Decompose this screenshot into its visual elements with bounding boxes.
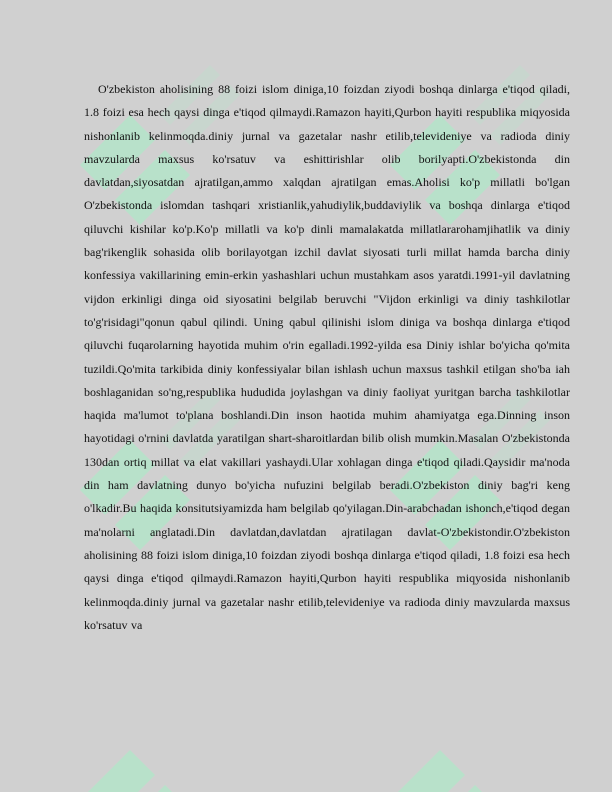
watermark-logo-icon — [70, 690, 260, 792]
watermark-logo-icon — [380, 690, 570, 792]
body-paragraph: O'zbekiston aholisining 88 foizi islom diniga,10 foizdan ziyodi boshqa dinlarga e'tiqod qiladi, 1.8 foizi esa hech qaysi dinga e'tiqod qilmaydi.Ramazon hayiti,Qurbon hayiti respublika miqyosida nishonlanib kelinmoqda.diniy jurnal va gazetalar nashr etilib,televideniye va radioda diniy mavzularda maxsus ko'rsatuv va eshittirishlar olib borilyapti.O'zbekistonda din davlatdan,siyosatdan ajratilgan,ammo xalqdan ajratilgan emas.Aholisi ko'p millatli bo'lgan O'zbekistonda islomdan tashqari xristianlik,yahudiylik,buddaviylik va boshqa dinlarga e'tiqod qiluvchi kishilar ko'p.Ko'p millatli va ko'p dinli mamalakatda millatlararohamjihatlik va diniy bag'rikenglik sohasida olib borilayotgan izchil davlat siyosati turli millat hamda barcha diniy konfessiya vakillarining emin-erkin yashashlari uchun mustahkam asos yaratdi.1991-yil davlatning vijdon erkinligi dinga oid siyosatini belgilab beruvchi "Vijdon erkinligi va diniy tashkilotlar to'g'risidagi"qonun qabul qilindi. Uning qabul qilinishi islom diniga va boshqa dinlarga e'tiqod qiluvchi fuqarolarning hayotida muhim o'rin egalladi.1992-yilda esa Diniy ishlar bo'yicha qo'mita tuzildi.Qo'mita tarkibida diniy konfessiyalar bilan ishlash uchun maxsus tashkil etilgan sho'ba iah boshlaganidan so'ng,respublika hududida joylashgan va diniy faoliyat yuritgan barcha tashkilotlar haqida ma'lumot to'plana boshlandi.Din inson haotida muhim ahamiyatga ega.Dinning inson hayotidagi o'rnini davlatda yaratilgan shart-sharoitlardan bilib olish mumkin.Masalan O'zbekistonda 130dan ortiq millat va elat vakillari yashaydi.Ular xohlagan dinga e'tiqod qiladi.Qaysidir ma'noda din ham davlatning dunyo bo'yicha nufuzini belgilab beradi.O'zbekiston diniy bag'ri keng o'lkadir.Bu haqida konsitutsiyamizda ham belgilab qo'yilagan.Din-arabchadan ishonch,e'tiqod degan ma'nolarni anglatadi.Din davlatdan,davlatdan ajratilagan davlat-O'zbekistondir.O'zbekiston aholisining 88 foizi islom diniga,10 foizdan ziyodi boshqa dinlarga e'tiqod qiladi, 1.8 foizi esa hech qaysi dinga e'tiqod qilmaydi.Ramazon hayiti,Qurbon hayiti respublika miqyosida nishonlanib kelinmoqda.diniy jurnal va gazetalar nashr etilib,televideniye va radioda diniy mavzularda maxsus ko'rsatuv va — [84, 82, 570, 632]
